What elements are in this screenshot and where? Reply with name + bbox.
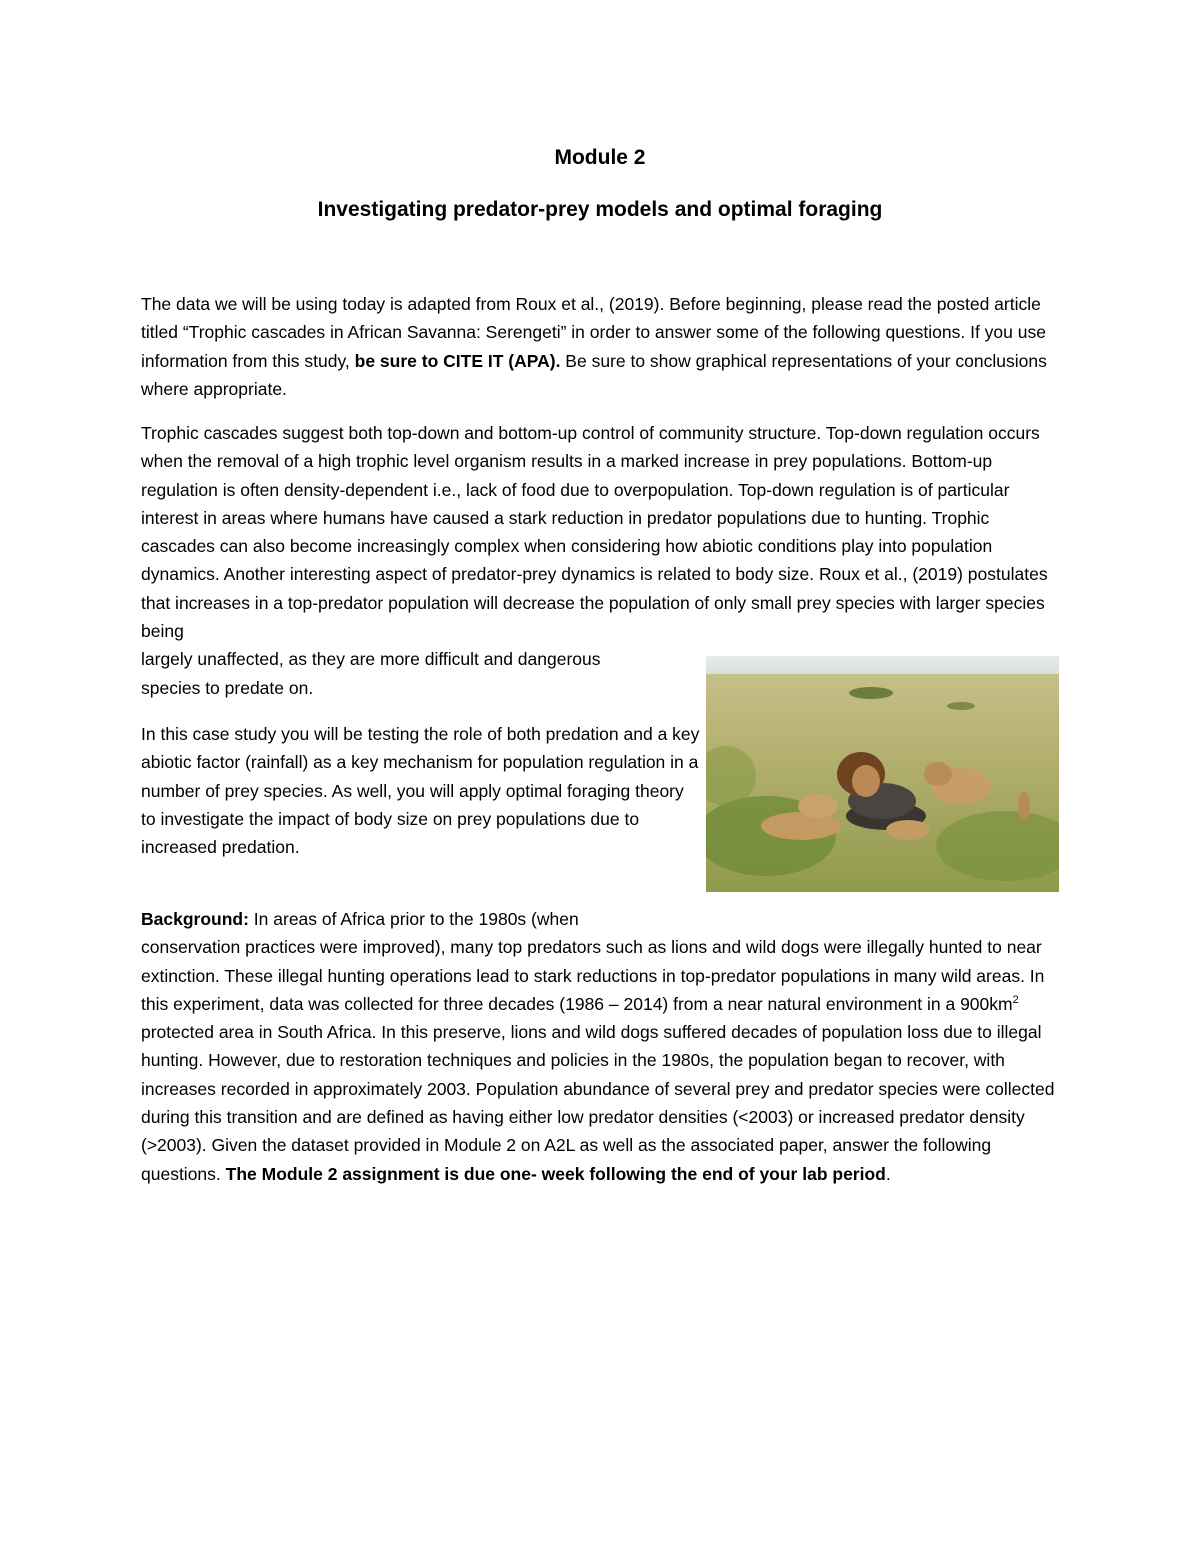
trophic-line-a: largely unaffected, as they are more difficult and dangerous [141,649,601,670]
background-end: . [885,1163,891,1184]
intro-paragraph [141,290,1061,403]
trophic-main-text: Trophic cascades suggest both top-down and bottom-up control of community structure. Top-down regulation occurs when the removal of a high trophic level organism results in a marked increase in prey populations. Bottom-up regulation is often density-dependent i.e., lack of food due to overpopulation. Top-down regulation is of particular interest in areas where humans have caused a stark reduction in predator populations due to hunting. Trophic cascades can also become increasingly complex when considering how abiotic conditions play into population dynamics. Another interesting aspect of predator-prey dynamics is related to body size. Roux et al., (2019) postulates that increases in a top-predator population will decrease the population of only small prey species with larger species being [141,423,1048,642]
background-label: Background: [141,909,249,929]
case-study-paragraph: In this case study you will be testing the role of both predation and a key abiotic factor (rainfall) as a key mechanism for population regulation in a number of prey species. As well, you will apply optimal foraging theory to investigate the impact of body size on prey populations due to increased predation. [141,724,700,858]
background-line1: In areas of Africa prior to the 1980s (when [248,909,579,929]
trophic-line-b: species to predate on. [141,677,314,698]
background-paragraph [141,905,1061,1188]
lions-photo-illustration [706,656,1059,892]
background-text-b: protected area in South Africa. In this preserve, lions and wild dogs suffered decades of population loss due to illegal hunting. However, due to restoration techniques and policies in the 1980s, the population began to recover, with increases recorded in approximately 2003. Population abundance of several prey and predator species were collected during this transition and are defined as having either low predator densities (<2003) or increased predator density (>2003). Given the dataset provided in Module 2 on A2L as well as the associated paper, answer the following questions. [141,1022,1055,1184]
intro-text-b: Be sure to show graphical representations of your conclusions where appropriate. [141,350,1047,399]
background-text-a: conservation practices were improved), many top predators such as lions and wild dogs were illegally hunted to near extinction. These illegal hunting operations lead to stark reductions in top-predator populations in many wild areas. In this experiment, data was collected for three decades (1986 – 2014) from a near natural environment in a 900km [141,937,1045,1014]
due-date-notice: The Module 2 assignment is due one- week following the end of your lab period [225,1163,886,1184]
cite-emphasis: be sure to CITE IT (APA). [354,350,561,371]
page-subtitle: Investigating predator-prey models and optimal foraging [317,198,883,221]
intro-text-a: The data we will be using today is adapted from Roux et al., (2019). Before beginning, please read the posted article titled “Trophic cascades in African Savanna: Serengeti” in order to answer some of the following questions. If you use information from this study, [141,294,1046,371]
page-title: Module 2 [554,146,646,169]
lions-feeding-photo [706,656,1059,892]
superscript-2: 2 [1012,994,1019,1007]
